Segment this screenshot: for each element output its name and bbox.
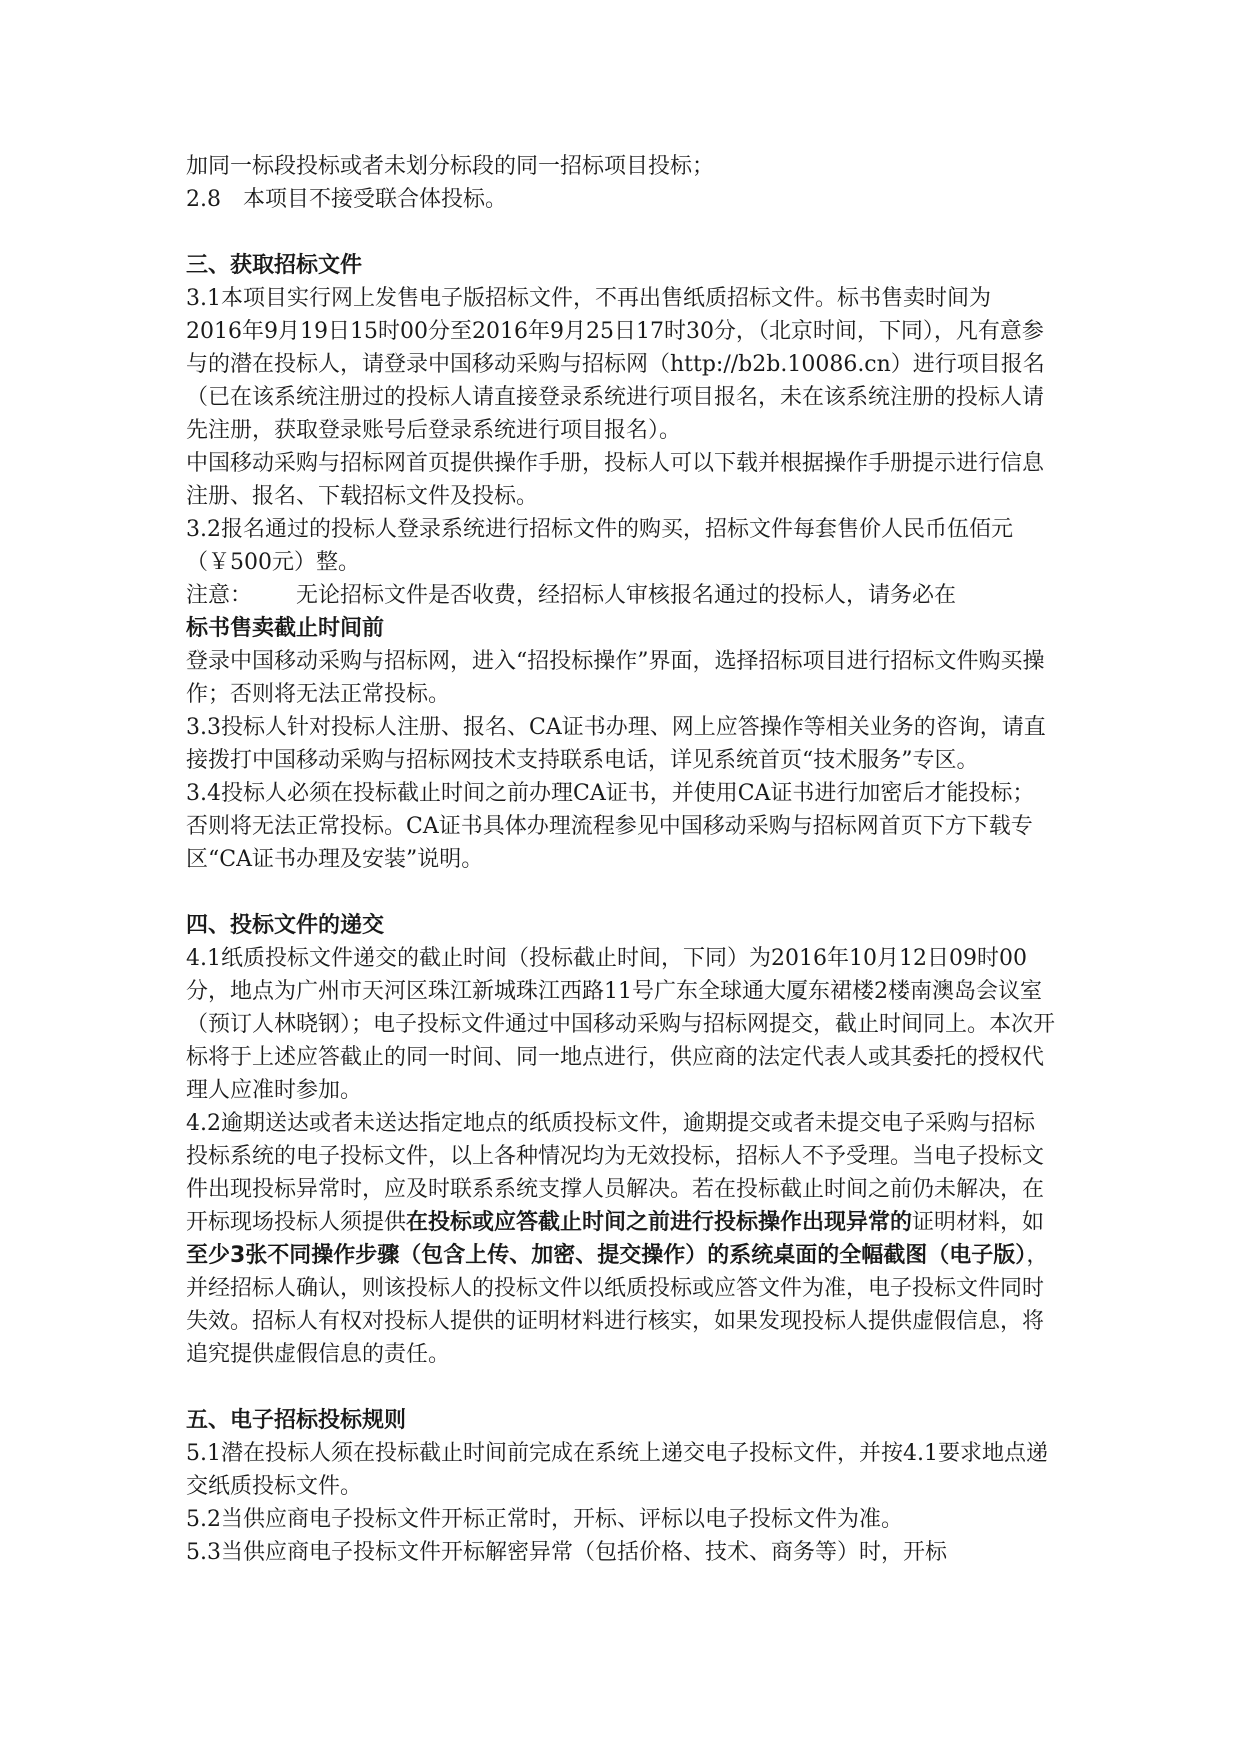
paragraph-3-3: 3.3投标人针对投标人注册、报名、CA证书办理、网上应答操作等相关业务的咨询，请直接拨打中国移动采购与招标网技术支持联系电话，详见系统首页“技术服务”专区。 [186,715,1046,773]
paragraph-3-1-b: 2016年9月19日15时00分至2016年9月25日17时30分，（北京时间，下同），凡有意参与的潜在投标人，请登录中国移动采购与招标网（http://b2b.10086.cn）进行项目报名（已在该系统注册过的投标人请直接登录系统进行项目报名，未在该系统注册的投标人请先注册，获取登录账号后登录系统进行项目报名）。 [186,319,1045,443]
p4-2-bold-1: 在投标或应答截止时间之前进行投标操作出现异常的 [406,1210,913,1235]
note-label: 注意： [186,583,253,608]
note-text: 无论招标文件是否收费，经招标人审核报名通过的投标人，请务必在 [296,583,957,608]
paragraph-5-2: 5.2当供应商电子投标文件开标正常时，开标、评标以电子投标文件为准。 [186,1507,903,1532]
section-5-heading: 五、电子招标投标规则 [186,1408,407,1433]
section-3-heading: 三、获取招标文件 [186,253,363,278]
paragraph-3-1-a: 3.1本项目实行网上发售电子版招标文件，不再出售纸质招标文件。标书售卖时间为 [186,286,991,311]
spacer [186,216,1056,249]
p4-2-part-a: 4.2逾期送达或者未送达指定地点的纸质投标文件，逾期提交或者未提交电子采购与招标投标系统的电子投标文件，以上各种情况均为无效投标，招标人不予受理。当电子投标文件出现投标异常时，应及时联系系统支撑人员解决。若在投标截止时间之前仍未解决，在开标现场投标人须提供 [186,1111,1045,1235]
spacer [186,1371,1056,1404]
p4-2-bold-2: 至少3张不同操作步骤（包含上传、加密、提交操作）的系统桌面的全幅截图（电子版） [186,1243,1027,1268]
paragraph-4-1: 4.1纸质投标文件递交的截止时间（投标截止时间，下同）为2016年10月12日09时00分，地点为广州市天河区珠江新城珠江西路11号广东全球通大厦东裙楼2楼南澳岛会议室（预订人林晓钢）；电子投标文件通过中国移动采购与招标网提交，截止时间同上。本次开标将于上述应答截止的同一时间、同一地点进行，供应商的法定代表人或其委托的授权代理人应准时参加。 [186,946,1056,1103]
paragraph-5-1: 5.1潜在投标人须在投标截止时间前完成在系统上递交电子投标文件，并按4.1要求地点递交纸质投标文件。 [186,1441,1048,1499]
p4-2-part-c: 证明材料，如 [912,1210,1045,1235]
item-text: 本项目不接受联合体投标。 [243,187,508,212]
paragraph-4-2 [186,1107,1056,1371]
note-bold-deadline: 标书售卖截止时间前 [186,616,385,641]
note-paragraph [186,579,1056,612]
document-page [186,150,1056,1569]
paragraph-manual: 中国移动采购与招标网首页提供操作手册，投标人可以下载并根据操作手册提示进行信息注册、报名、下载招标文件及投标。 [186,451,1045,509]
paragraph-2-continuation: 加同一标段投标或者未划分标段的同一招标项目投标； [186,154,715,179]
paragraph-2-8 [186,183,1056,216]
note-continuation: 登录中国移动采购与招标网，进入“招投标操作”界面，选择招标项目进行招标文件购买操作；否则将无法正常投标。 [186,649,1045,707]
section-4-heading: 四、投标文件的递交 [186,913,385,938]
item-number: 2.8 [186,187,221,212]
spacer [186,876,1056,909]
paragraph-3-4: 3.4投标人必须在投标截止时间之前办理CA证书，并使用CA证书进行加密后才能投标；否则将无法正常投标。CA证书具体办理流程参见中国移动采购与招标网首页下方下载专区“CA证书办理及安装”说明。 [186,781,1035,872]
p4-2-part-d: ，并经招标人确认，则该投标人的投标文件以纸质投标或应答文件为准，电子投标文件同时失效。招标人有权对投标人提供的证明材料进行核实，如果发现投标人提供虚假信息，将追究提供虚假信息的责任。 [186,1243,1049,1367]
paragraph-3-2: 3.2报名通过的投标人登录系统进行招标文件的购买，招标文件每套售价人民币伍佰元（￥500元）整。 [186,517,1013,575]
paragraph-5-3: 5.3当供应商电子投标文件开标解密异常（包括价格、技术、商务等）时，开标 [186,1540,947,1565]
